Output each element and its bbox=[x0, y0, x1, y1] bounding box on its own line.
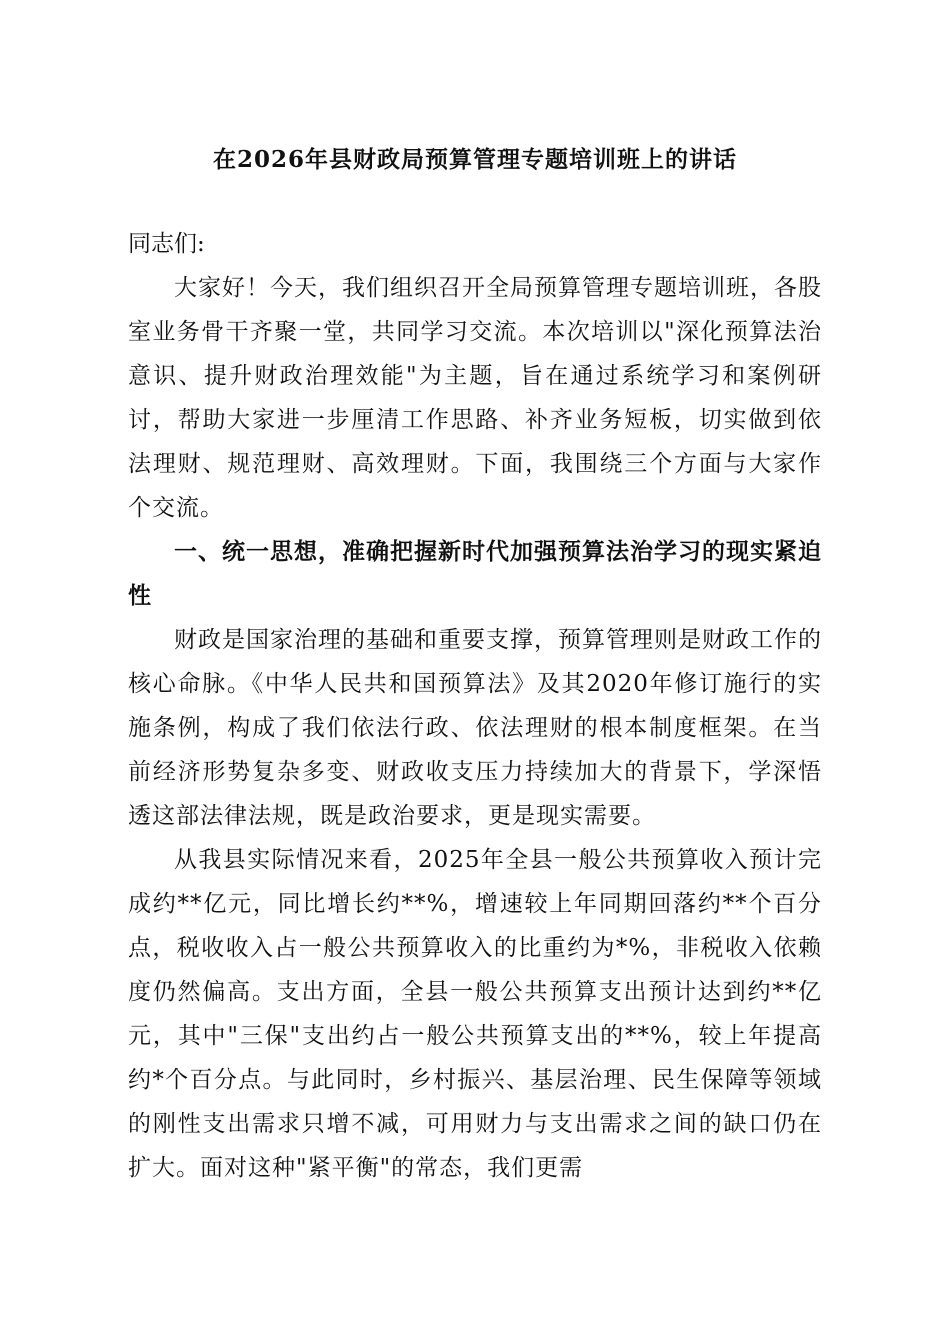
document-page bbox=[128, 0, 822, 1344]
intro-paragraph: 大家好！今天，我们组织召开全局预算管理专题培训班，各股室业务骨干齐聚一堂，共同学习交流。本次培训以"深化预算法治意识、提升财政治理效能"为主题，旨在通过系统学习和案例研讨，帮助大家进一步厘清工作思路、补齐业务短板，切实做到依法理财、规范理财、高效理财。下面，我围绕三个方面与大家作个交流。 bbox=[128, 275, 822, 521]
document-title: 在2026年县财政局预算管理专题培训班上的讲话 bbox=[212, 146, 737, 173]
body-paragraph: 财政是国家治理的基础和重要支撑，预算管理则是财政工作的核心命脉。《中华人民共和国预算法》及其2020年修订施行的实施条例，构成了我们依法行政、依法理财的根本制度框架。在当前经济形势复杂多变、财政收支压力持续加大的背景下，学深悟透这部法律法规，既是政治要求，更是现实需要。 bbox=[128, 627, 822, 829]
section-heading-1: 一、统一思想，准确把握新时代加强预算法治学习的现实紧迫性 bbox=[128, 538, 822, 609]
body-paragraph: 从我县实际情况来看，2025年全县一般公共预算收入预计完成约**亿元，同比增长约**%，增速较上年同期回落约**个百分点，税收收入占一般公共预算收入的比重约为*%，非税收入依赖度仍然偏高。支出方面，全县一般公共预算支出预计达到约**亿元，其中"三保"支出约占一般公共预算支出的**%，较上年提高约*个百分点。与此同时，乡村振兴、基层治理、民生保障等领域的刚性支出需求只增不减，可用财力与支出需求之间的缺口仍在扩大。面对这种"紧平衡"的常态，我们更需 bbox=[128, 847, 822, 1181]
salutation: 同志们: bbox=[128, 231, 205, 257]
document-body bbox=[128, 266, 822, 1190]
